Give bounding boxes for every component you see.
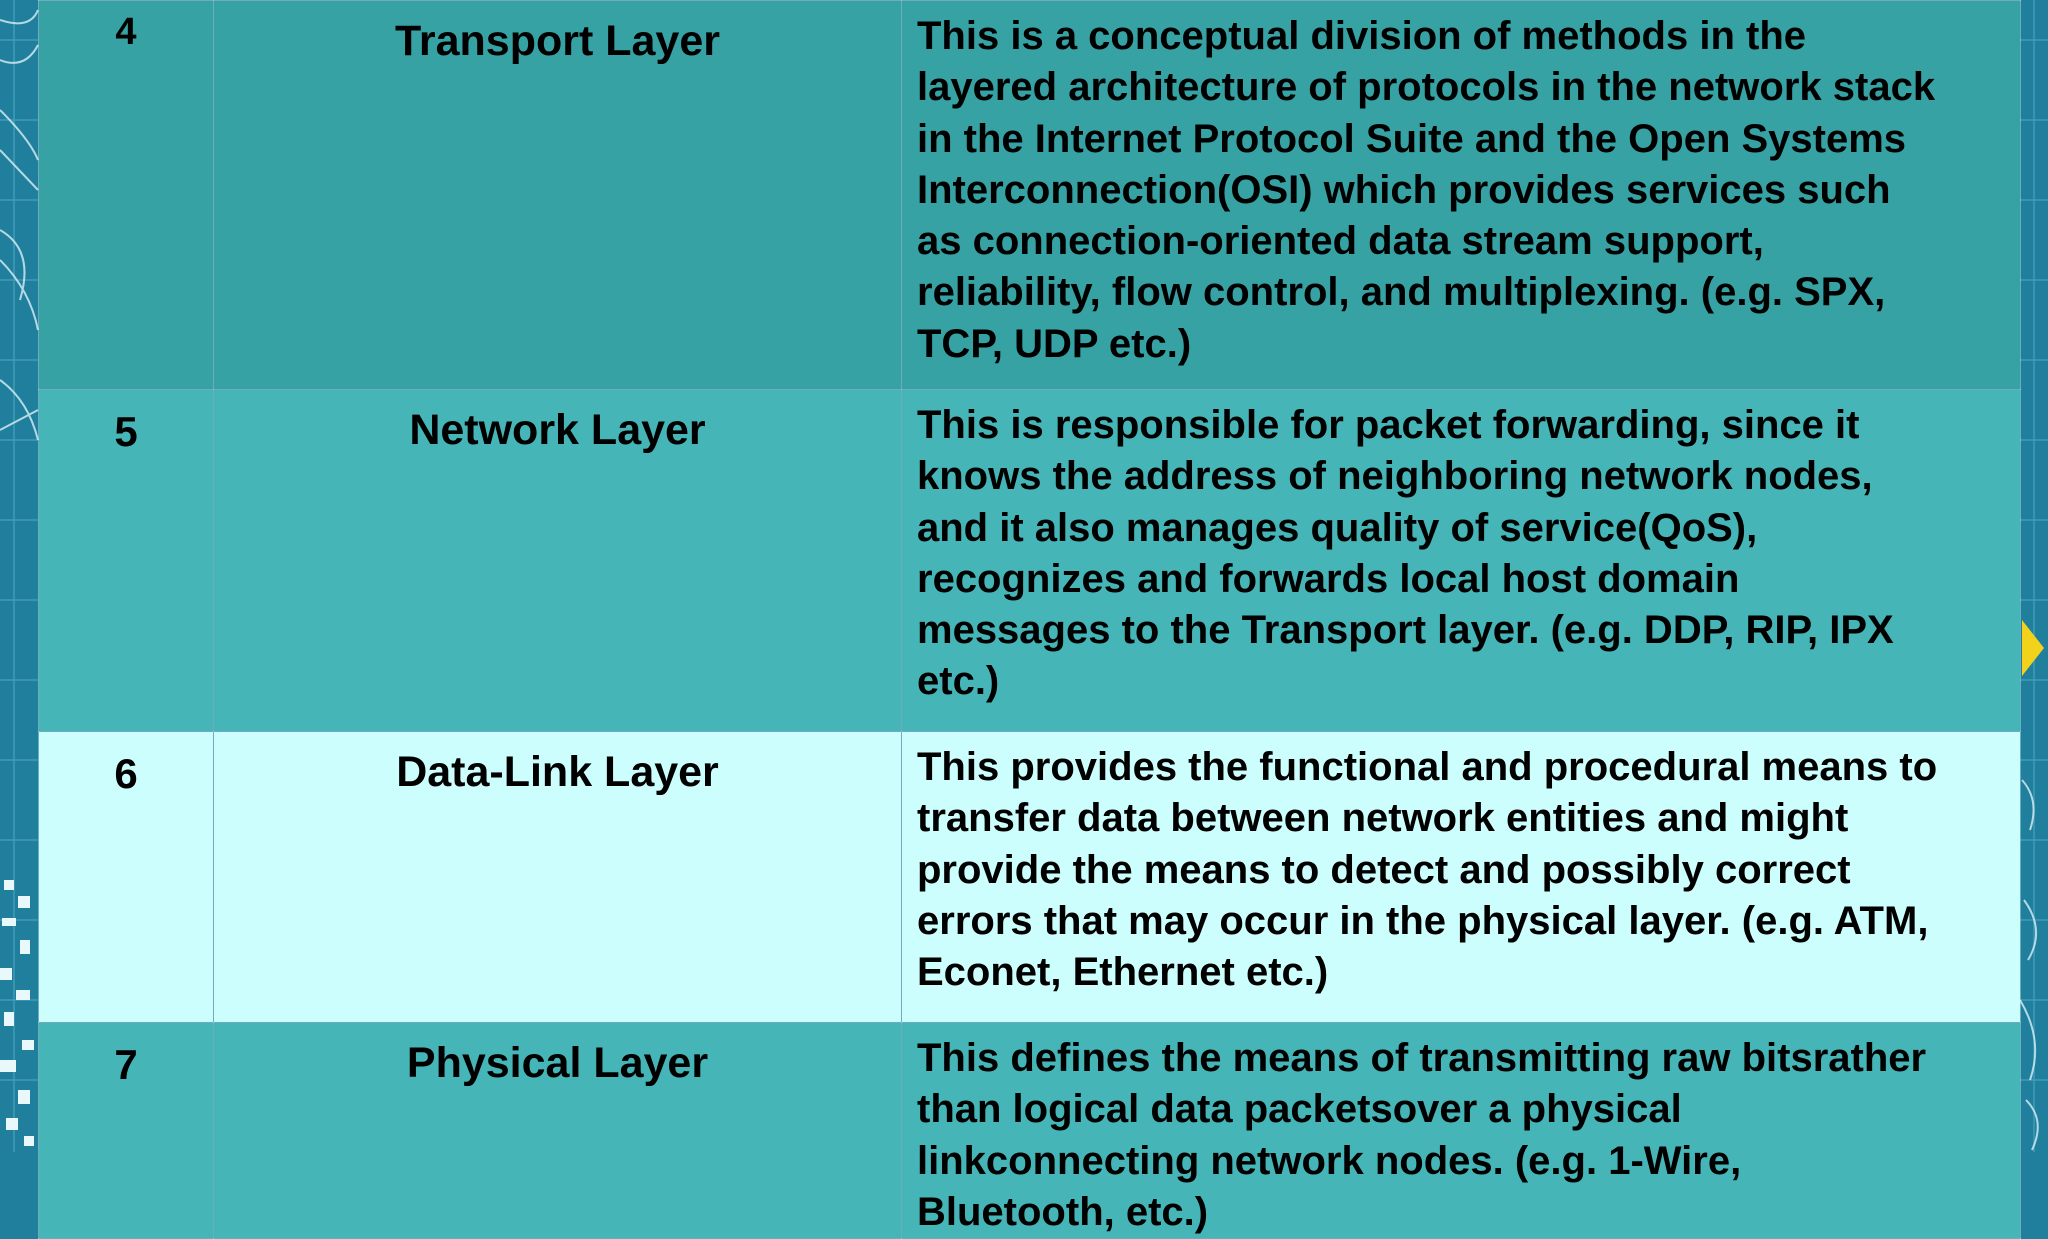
description-line: Bluetooth, etc.) <box>917 1189 1209 1234</box>
description-line: and it also manages quality of service(QoS), <box>917 505 1758 550</box>
layer-name: Transport Layer <box>214 1 902 390</box>
table-row <box>39 732 2021 1023</box>
layer-number: 7 <box>39 1023 214 1239</box>
description-line: reliability, flow control, and multiplexing. (e.g. SPX, <box>917 270 1886 315</box>
description-line: in the Internet Protocol Suite and the Open Systems <box>917 116 1907 161</box>
table-row <box>39 1 2021 390</box>
layer-name: Network Layer <box>214 390 902 732</box>
description-line: knows the address of neighboring network nodes, <box>917 454 1873 499</box>
description-line: TCP, UDP etc.) <box>917 321 1192 366</box>
description-line: transfer data between network entities and might <box>917 796 1849 841</box>
layer-number: 4 <box>39 1 214 390</box>
description-line: This defines the means of transmitting raw bitsrather <box>917 1036 1927 1080</box>
description-line: than logical data packetsover a physical <box>917 1087 1682 1132</box>
description-line: errors that may occur in the physical layer. (e.g. ATM, <box>917 898 1929 943</box>
description-line: This is responsible for packet forwarding, since it <box>917 403 1860 447</box>
layer-description <box>902 390 2021 732</box>
description-line: provide the means to detect and possibly correct <box>917 847 1851 892</box>
layer-number: 6 <box>39 732 214 1023</box>
description-line: etc.) <box>917 659 1000 704</box>
layer-description <box>902 1 2021 390</box>
osi-layers-table <box>38 0 2021 1239</box>
description-line: Econet, Ethernet etc.) <box>917 950 1329 995</box>
description-line: This is a conceptual division of methods in the <box>917 14 1807 58</box>
layer-description <box>902 1023 2021 1239</box>
table-row <box>39 390 2021 732</box>
description-line: layered architecture of protocols in the network stack <box>917 65 1936 110</box>
layer-description <box>902 732 2021 1023</box>
table-row <box>39 1023 2021 1239</box>
layer-number: 5 <box>39 390 214 732</box>
description-line: Interconnection(OSI) which provides services such <box>917 167 1891 212</box>
layer-name: Physical Layer <box>214 1023 902 1239</box>
description-line: linkconnecting network nodes. (e.g. 1-Wire, <box>917 1138 1742 1183</box>
description-line: as connection-oriented data stream support, <box>917 219 1764 264</box>
description-line: recognizes and forwards local host domain <box>917 556 1740 601</box>
layer-name: Data-Link Layer <box>214 732 902 1023</box>
description-line: messages to the Transport layer. (e.g. DDP, RIP, IPX <box>917 608 1894 653</box>
description-line: This provides the functional and procedural means to <box>917 745 1938 789</box>
